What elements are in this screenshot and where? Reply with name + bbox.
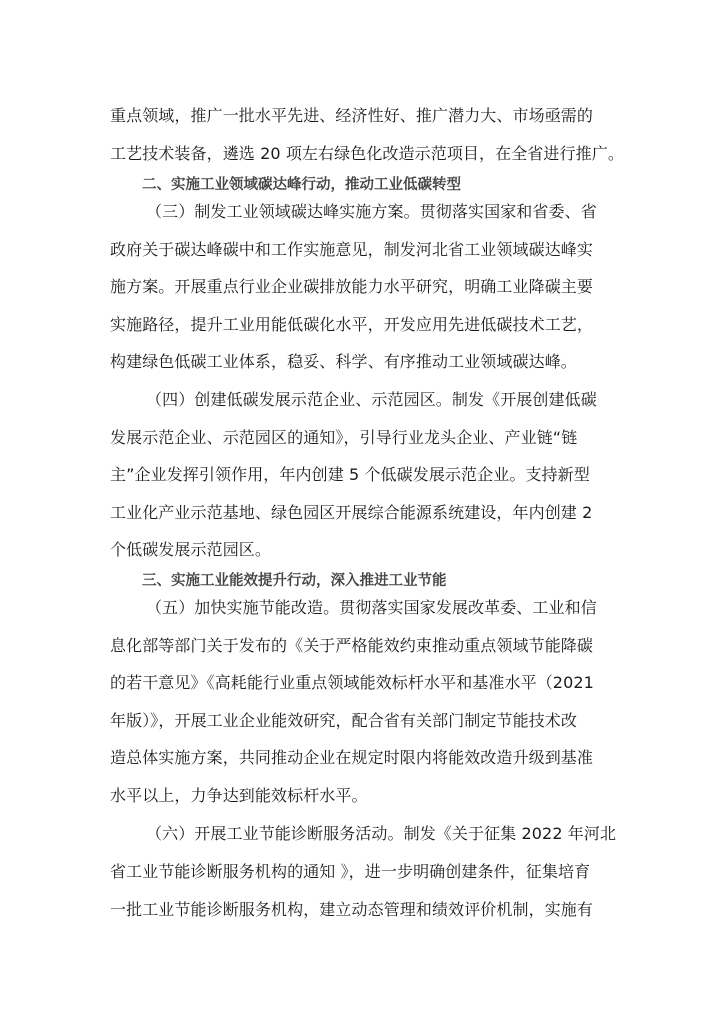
paragraph-line: 一批工业节能诊断服务机构，建立动态管理和绩效评价机制，实施有	[110, 900, 594, 919]
paragraph-line: （三）制发工业领域碳达峰实施方案。贯彻落实国家和省委、省	[146, 202, 597, 221]
paragraph-line: （六）开展工业节能诊断服务活动。制发《关于征集 2022 年河北	[146, 824, 617, 843]
paragraph-line: 实施路径，提升工业用能低碳化水平，开发应用先进低碳技术工艺，	[110, 315, 594, 334]
paragraph-line: 施方案。开展重点行业企业碳排放能力水平研究，明确工业降碳主要	[110, 277, 594, 296]
paragraph-line: 息化部等部门关于发布的《关于严格能效约束推动重点领域节能降碳	[110, 636, 594, 655]
paragraph-line: 个低碳发展示范园区。	[110, 540, 272, 559]
paragraph-line: 工业化产业示范基地、绿色园区开展综合能源系统建设，年内创建 2	[110, 503, 593, 522]
paragraph-line: 造总体实施方案，共同推动企业在规定时限内将能效改造升级到基准	[110, 748, 594, 767]
paragraph-line: 工艺技术装备，遴选 20 项左右绿色化改造示范项目，在全省进行推广。	[110, 144, 624, 163]
paragraph-line: 主”企业发挥引领作用，年内创建 5 个低碳发展示范企业。支持新型	[110, 465, 590, 484]
section-heading-3: 三、实施工业能效提升行动，深入推进工业节能	[142, 572, 447, 589]
paragraph-line: （四）创建低碳发展示范企业、示范园区。制发《开展创建低碳	[146, 390, 597, 409]
paragraph-line: 政府关于碳达峰碳中和工作实施意见，制发河北省工业领域碳达峰实	[110, 240, 594, 259]
paragraph-line: 省工业节能诊断服务机构的通知 》，进一步明确创建条件，征集培育	[110, 862, 591, 881]
paragraph-line: 发展示范企业、示范园区的通知》，引导行业龙头企业、产业链“链	[110, 428, 578, 447]
paragraph-line: 水平以上，力争达到能效标杆水平。	[110, 786, 368, 805]
paragraph-line: 年版）》，开展工业企业能效研究，配合省有关部门制定节能技术改	[110, 711, 578, 730]
section-heading-2: 二、实施工业领域碳达峰行动，推动工业低碳转型	[142, 176, 461, 193]
paragraph-line: （五）加快实施节能改造。贯彻落实国家发展改革委、工业和信	[146, 598, 597, 617]
paragraph-line: 构建绿色低碳工业体系，稳妥、科学、有序推动工业领域碳达峰。	[110, 352, 577, 371]
paragraph-line: 的若干意见》《高耗能行业重点领域能效标杆水平和基准水平（2021	[110, 673, 594, 692]
paragraph-line: 重点领域，推广一批水平先进、经济性好、推广潜力大、市场亟需的	[110, 106, 594, 125]
